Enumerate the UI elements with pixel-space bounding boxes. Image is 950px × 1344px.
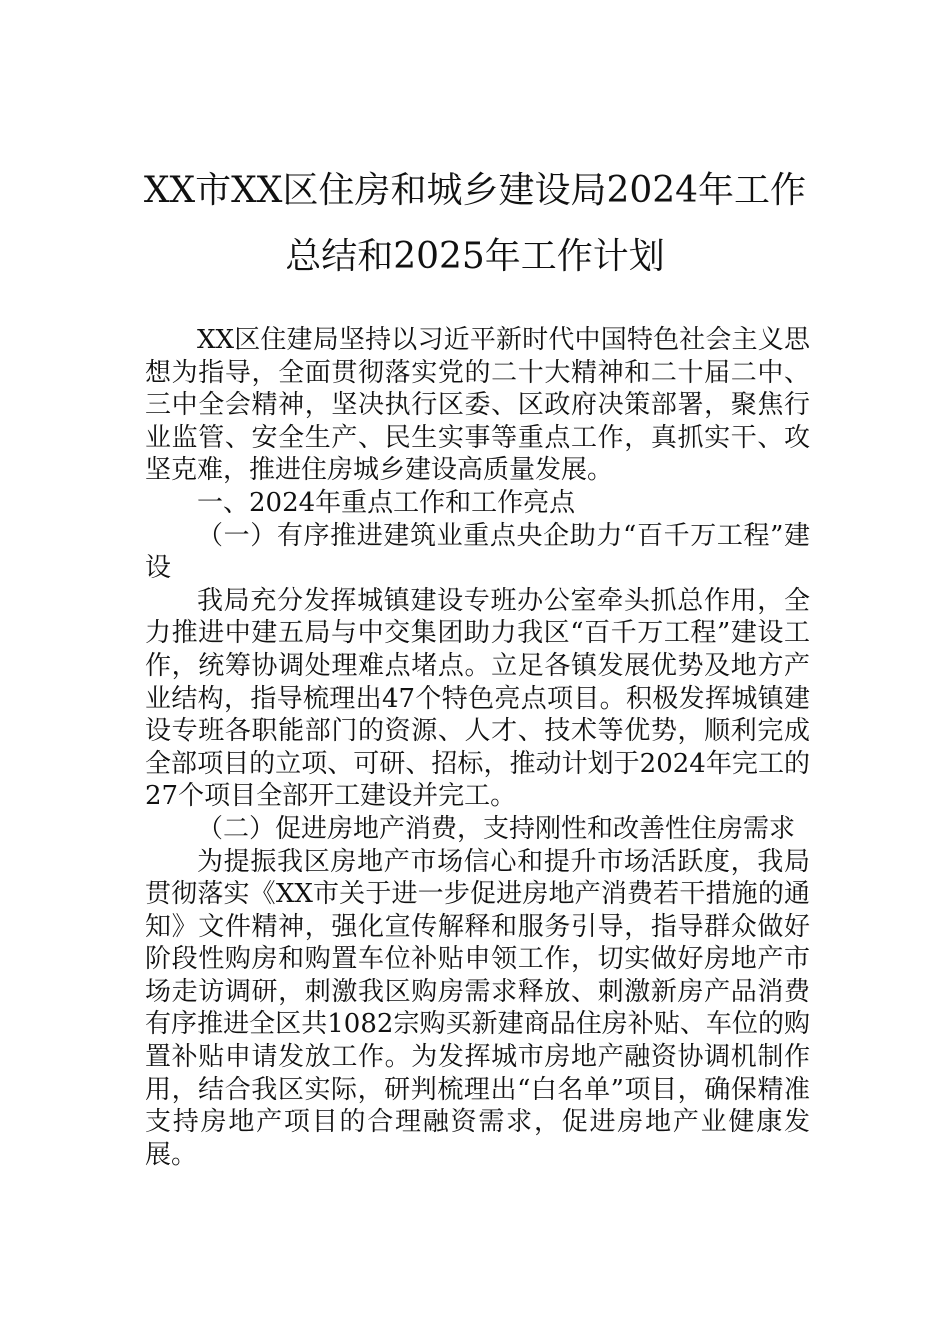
document-title: XX市XX区住房和城乡建设局2024年工作总结和2025年工作计划 <box>143 170 807 277</box>
section-heading-1: 一、2024年重点工作和工作亮点 <box>197 487 576 518</box>
subsection-heading-2: （二）促进房地产消费，支持刚性和改善性住房需求 <box>197 813 796 844</box>
intro-paragraph: XX区住建局坚持以习近平新时代中国特色社会主义思想为指导，全面贯彻落实党的二十大精神和二十届二中、三中全会精神，坚决执行区委、区政府决策部署，聚焦行业监管、安全生产、民生实事等重点工作，真抓实干、攻坚克难，推进住房城乡建设高质量发展。 <box>145 325 810 486</box>
document-body <box>145 324 810 1171</box>
subsection-heading-1: （一）有序推进建筑业重点央企助力“百千万工程”建设 <box>145 520 810 584</box>
body-paragraph-1: 我局充分发挥城镇建设专班办公室牵头抓总作用，全力推进中建五局与中交集团助力我区“百千万工程”建设工作，统筹协调处理难点堵点。立足各镇发展优势及地方产业结构，指导梳理出47个特色亮点项目。积极发挥城镇建设专班各职能部门的资源、人才、技术等优势，顺利完成全部项目的立项、可研、招标，推动计划于2024年完工的27个项目全部开工建设并完工。 <box>145 585 810 812</box>
body-paragraph-2: 为提振我区房地产市场信心和提升市场活跃度，我局贯彻落实《XX市关于进一步促进房地产消费若干措施的通知》文件精神，强化宣传解释和服务引导，指导群众做好阶段性购房和购置车位补贴申领工作，切实做好房地产市场走访调研，刺激我区购房需求释放、刺激新房产品消费有序推进全区共1082宗购买新建商品住房补贴、车位的购置补贴申请发放工作。为发挥城市房地产融资协调机制作用，结合我区实际，研判梳理出“白名单”项目，确保精准支持房地产项目的合理融资需求，促进房地产业健康发展。 <box>145 846 810 1170</box>
